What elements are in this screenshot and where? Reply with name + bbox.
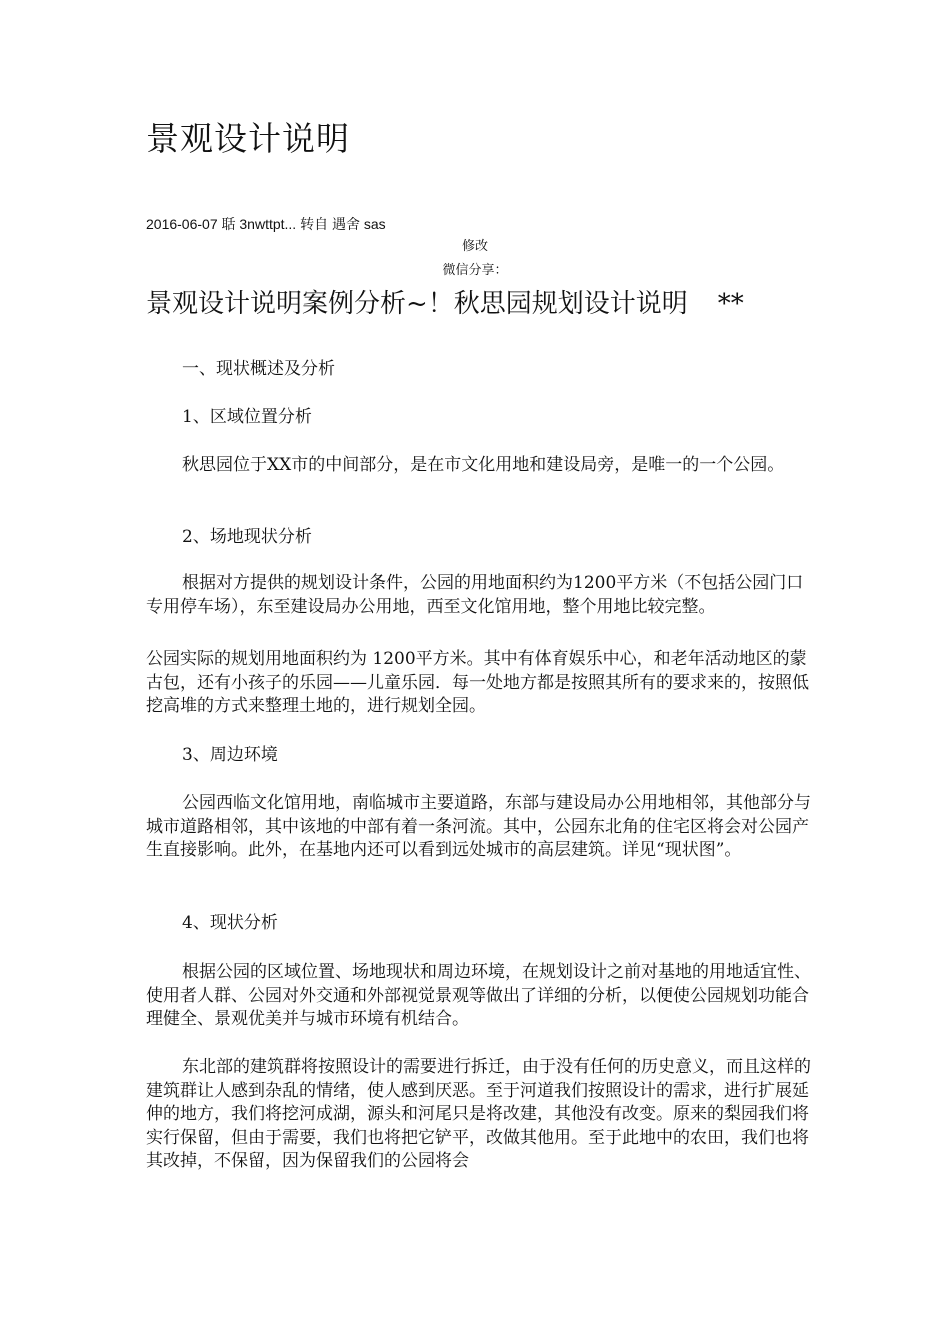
article-title-suffix: ** bbox=[717, 289, 744, 319]
section-heading-site: 2、场地现状分析 bbox=[182, 527, 312, 547]
section-heading-analysis: 4、现状分析 bbox=[182, 913, 278, 933]
article-title bbox=[146, 286, 744, 322]
section-heading-overview: 一、现状概述及分析 bbox=[182, 359, 335, 379]
paragraph-location: 秋思园位于XX市的中间部分，是在市文化用地和建设局旁，是唯一的一个公园。 bbox=[182, 455, 785, 475]
paragraph-surroundings: 公园西临文化馆用地，南临城市主要道路，东部与建设局办公用地相邻，其他部分与城市道路相邻，其中该地的中部有着一条河流。其中，公园东北角的住宅区将会对公园产生直接影响。此外，在基地内还可以看到远处城市的高层建筑。详见“现状图”。 bbox=[146, 793, 811, 860]
paragraph-site: 根据对方提供的规划设计条件，公园的用地面积约为1200平方米（不包括公园门口专用停车场），东至建设局办公用地，西至文化馆用地，整个用地比较完整。 bbox=[146, 573, 804, 617]
page-title: 景观设计说明 bbox=[146, 119, 350, 158]
paragraph-analysis: 根据公园的区域位置、场地现状和周边环境，在规划设计之前对基地的用地适宜性、使用者人群、公园对外交通和外部视觉景观等做出了详细的分析，以便使公园规划功能合理健全、景观优美并与城市环境有机结合。 bbox=[146, 962, 811, 1029]
wechat-share-link[interactable]: 微信分享： bbox=[442, 263, 508, 278]
section-heading-location: 1、区域位置分析 bbox=[182, 407, 312, 427]
paragraph-site-actual: 公园实际的规划用地面积约为 1200平方米。其中有体育娱乐中心，和老年活动地区的蒙古包，还有小孩子的乐园——儿童乐园．每一处地方都是按照其所有的要求来的，按照低挖高堆的方式来整理土地的，进行规划全园。 bbox=[146, 649, 809, 716]
post-meta: 2016-06-07 聒 3nwttpt... 转自 遇舍 sas bbox=[146, 216, 386, 232]
section-heading-surroundings: 3、周边环境 bbox=[182, 745, 278, 765]
paragraph-northeast: 东北部的建筑群将按照设计的需要进行拆迁，由于没有任何的历史意义，而且这样的建筑群让人感到杂乱的情绪，使人感到厌恶。至于河道我们按照设计的需求，进行扩展延伸的地方，我们将挖河成湖，源头和河尾只是将改建，其他没有改变。原来的梨园我们将实行保留，但由于需要，我们也将把它铲平，改做其他用。至于此地中的农田，我们也将其改掉，不保留，因为保留我们的公园将会 bbox=[146, 1057, 811, 1171]
edit-link[interactable]: 修改 bbox=[461, 239, 488, 254]
article-title-text: 景观设计说明案例分析~！秋思园规划设计说明 bbox=[146, 289, 688, 319]
